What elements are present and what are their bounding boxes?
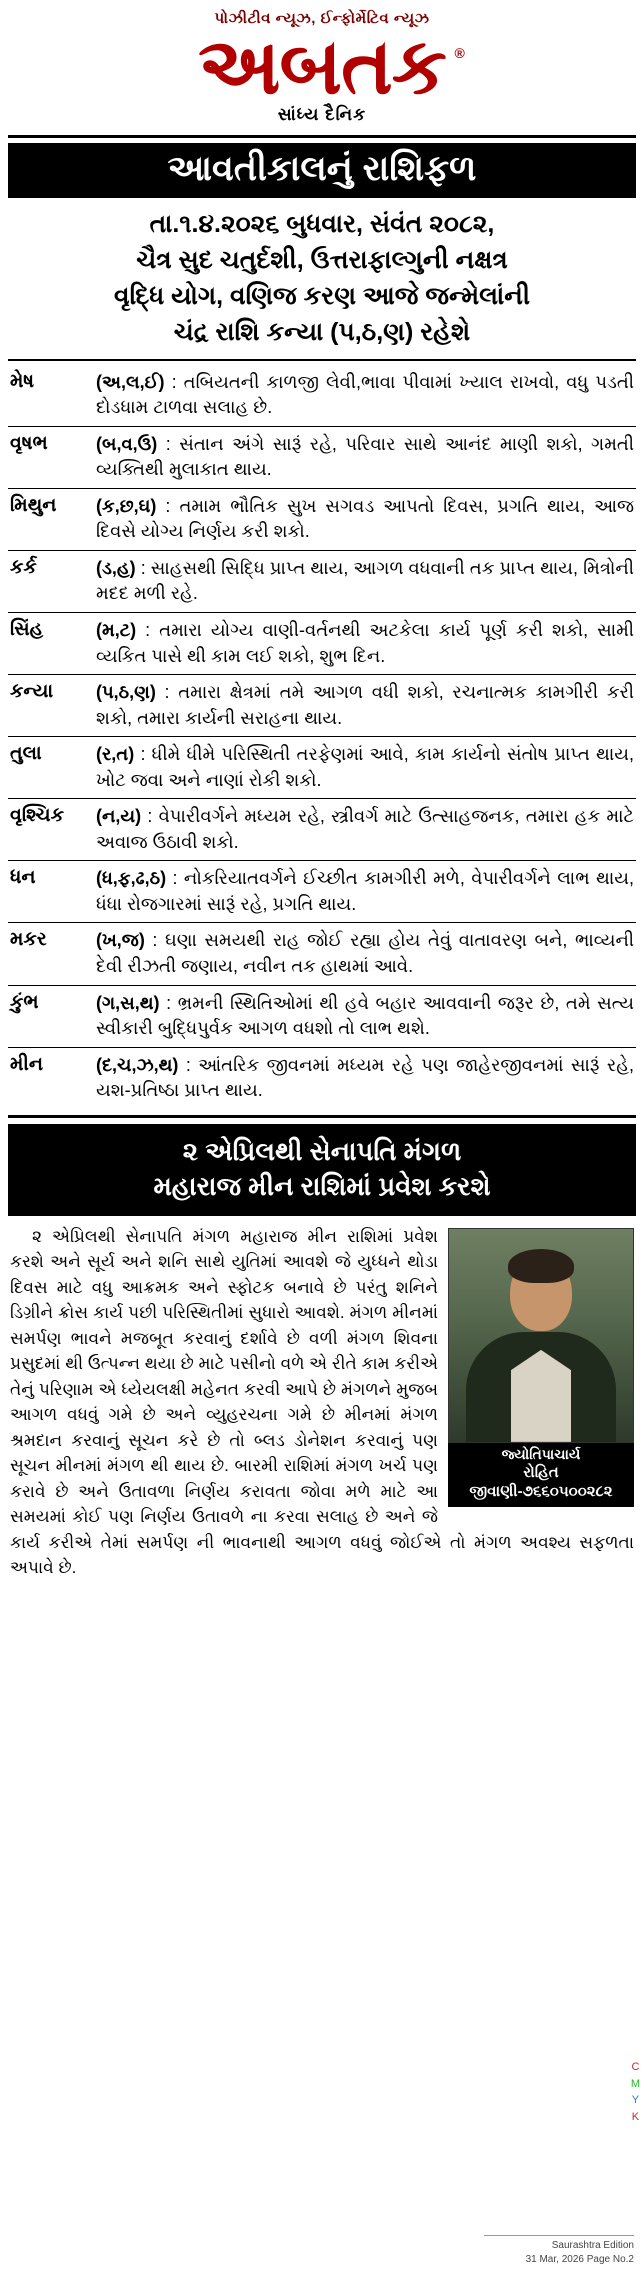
- rashi-prediction: તમારા યોગ્ય વાણી-વર્તનથી અટકેલા કાર્ય પૂર્ણ કરી શકો, સામી વ્યકિત પાસે થી કામ લઈ શકો, શુભ દિન.: [96, 619, 634, 666]
- registered-mark: ®: [454, 45, 464, 61]
- table-row: [8, 675, 636, 737]
- rashi-name: મેષ: [10, 370, 35, 392]
- table-row: [8, 737, 636, 799]
- rashi-name: વૃશ્ચિક: [10, 805, 64, 827]
- rashi-name: સિંહ: [10, 618, 44, 640]
- table-row: [8, 365, 636, 427]
- color-registration-marks: [631, 2059, 640, 2125]
- date-block: [8, 198, 636, 359]
- rashi-text: (ગ,સ,થ) : ભ્રમની સ્થિતિઓમાં થી હવે બહાર આવવાની જરૂર છે, તમે સત્ય સ્વીકારી બુદ્ધિપુર્વક આગળ વધશો તો લાભ થશે.: [96, 992, 634, 1039]
- rashi-prediction: સંતાન અંગે સારૂં રહે, પરિવાર સાથે આનંદ માણી શકો, ગમતી વ્યક્તિથી મુલાકાત થાય.: [96, 433, 634, 480]
- table-row: [8, 613, 636, 675]
- edition-label: Saurashtra Edition: [551, 2240, 634, 2251]
- rashi-text: (ન,ય) : વેપારીવર્ગને મધ્યમ રહે, સ્ત્રીવર્ગ માટે ઉત્સાહજનક, તમારા હક માટે અવાજ ઉઠાવી શકો.: [96, 806, 634, 852]
- table-row: [8, 427, 636, 489]
- rashi-prediction: નોકરિયાતવર્ગને ઈચ્છીત કામગીરી મળે, વેપારીવર્ગને લાભ થાય, ધંધા રોજગારમાં સારૂં રહે, પ્રગતિ થાય.: [96, 868, 634, 914]
- masthead-logo-text: અબતક: [198, 22, 446, 110]
- page-footer: [484, 2235, 634, 2267]
- rashi-prediction: સાહસથી સિદ્ધિ પ્રાપ્ત થાય, આગળ વધવાની તક પ્રાપ્ત થાય, મિત્રોની મદદ મળી રહે.: [96, 557, 634, 604]
- mark-c: C: [631, 2061, 640, 2073]
- mark-m: M: [630, 2077, 640, 2090]
- rashi-letters: (પ,ઠ,ણ): [96, 682, 156, 703]
- rashi-letters: (અ,લ,ઈ): [96, 371, 165, 392]
- rashi-letters: (ધ,ફ,ઢ,ઠ): [96, 868, 167, 889]
- photo-hair-shape: [508, 1249, 574, 1283]
- mark-k: K: [631, 2110, 640, 2123]
- footer-divider: [484, 2235, 634, 2236]
- article-paragraph: ૨ એપ્રિલથી સેનાપતિ મંગળ મહારાજ મીન રાશિમાં પ્રવેશ કરશે અને સૂર્ય અને શનિ સાથે યુતિમાં આવશે જે યુધ્ધને થોડા દિવસ માટે વધુ આક્રમક અને સ્ફોટક બનાવે છે પરંતુ શનિને ડિગ્રીને ક્રોસ કાર્ય પછી પરિસ્થિતીમાં સુધારો આવશે. મંગળ મીનમાં સમર્પણ ભાવને મજબૂત કરવાનું દર્શાવે છે વળી મંગળ શિવના પ્રસુદમાં થી ઉત્પન્ન થયા છે માટે પસીનો વળે એ રીતે કામ કરીએ તેનું પરિણામ એ ધ્યેયલક્ષી મહેનત કરવી આપે છે મંગળને મુજબ આગળ વધવું ગમે છે અને વ્યુહરચના ગમે છે મીનમાં મંગળ શ્રમદાન કરવાનું સૂચન કરે છે તો બ્લડ ડોનેશન કરવાનું પણ સૂચન મીનમાં મંગળ થી થાય છે. બારમી રાશિમાં મંગળ ખર્ચ પણ કરાવે છે અને ઉતાવળા નિર્ણય કરાવતા જોવા મળે માટે આ સમયમાં કોઈ પણ નિર્ણય ઉતાવળે ના કરવા સલાહ છે અને જે કાર્ય કરીએ તેમાં સમર્પણ ની ભાવનાથી આગળ વધવું જોઈએ તો મંગળ અવશ્ય સફળતા અપાવે છે.: [10, 1226, 634, 1578]
- rashi-name: ધન: [10, 867, 36, 889]
- rashi-prediction: તમામ ભૌતિક સુખ સગવડ આપતો દિવસ, પ્રગતિ થાય, આજ દિવસે યોગ્ય નિર્ણય કરી શકો.: [96, 495, 634, 542]
- rashi-letters: (દ,ચ,ઝ,થ): [96, 1054, 179, 1075]
- rashi-name: મકર: [10, 929, 47, 951]
- rashi-name: વૃષભ: [10, 432, 48, 454]
- article-headline: [8, 1124, 636, 1216]
- rashi-prediction: ધીમે ધીમે પરિસ્થિતી તરફેણમાં આવે, કામ કાર્યનો સંતોષ પ્રાપ્ત થાય, ખોટ જવા અને નાણાં રોકી શકો.: [96, 744, 634, 790]
- masthead-subtitle: સાંધ્ય દૈનિક: [277, 105, 367, 125]
- rashi-text: (ક,છ,ઘ) : તમામ ભૌતિક સુખ સગવડ આપતો દિવસ, પ્રગતિ થાય, આજ દિવસે યોગ્ય નિર્ણય કરી શકો.: [96, 495, 634, 542]
- rashi-text: (બ,વ,ઉ) : સંતાન અંગે સારૂં રહે, પરિવાર સાથે આનંદ માણી શકો, ગમતી વ્યક્તિથી મુલાકાત થાય.: [96, 433, 634, 480]
- rashi-letters: (ર,ત): [96, 744, 135, 765]
- rashi-letters: (બ,વ,ઉ): [96, 433, 158, 454]
- rashi-text: (ધ,ફ,ઢ,ઠ) : નોકરિયાતવર્ગને ઈચ્છીત કામગીરી મળે, વેપારીવર્ગને લાભ થાય, ધંધા રોજગારમાં સારૂં રહે, પ્રગતિ થાય.: [96, 868, 634, 914]
- rashi-prediction: તમારા ક્ષેત્રમાં તમે આગળ વધી શકો, રચનાત્મક કામગીરી કરી શકો, તમારા કાર્યની સરાહના થાય.: [96, 682, 634, 728]
- date-line-2: ચૈત્ર સુદ ચતુર્દશી, ઉત્તરાફાલ્ગુની નક્ષત્ર: [136, 245, 508, 274]
- date-line-4: ચંદ્ર રાશિ કન્યા (પ,ઠ,ણ) રહેશે: [173, 318, 471, 347]
- photo-caption: [448, 1443, 634, 1507]
- rashi-letters: (ન,ય): [96, 806, 142, 827]
- rashi-text: (ડ,હ) : સાહસથી સિદ્ધિ પ્રાપ્ત થાય, આગળ વધવાની તક પ્રાપ્ત થાય, મિત્રોની મદદ મળી રહે.: [96, 557, 634, 604]
- astrologer-figure: [448, 1228, 634, 1507]
- rashi-prediction: ઘણા સમયથી રાહ જોઈ રહ્યા હોય તેવું વાતાવરણ બને, ભાવ્યની દેવી રીઝતી જણાય, નવીન તક હાથમાં આવે.: [96, 930, 634, 976]
- rashi-text: (મ,ટ) : તમારા યોગ્ય વાણી-વર્તનથી અટકેલા કાર્ય પૂર્ણ કરી શકો, સામી વ્યકિત પાસે થી કામ લઈ શકો, શુભ દિન.: [96, 619, 634, 666]
- date-line-3: વૃદ્ધિ યોગ, વણિજ કરણ આજે જન્મેલાંની: [114, 282, 530, 311]
- rashi-prediction: ભ્રમની સ્થિતિઓમાં થી હવે બહાર આવવાની જરૂર છે, તમે સત્ય સ્વીકારી બુદ્ધિપુર્વક આગળ વધશો તો લાભ થશે.: [96, 992, 634, 1039]
- rashi-prediction: વેપારીવર્ગને મધ્યમ રહે, સ્ત્રીવર્ગ માટે ઉત્સાહજનક, તમારા હક માટે અવાજ ઉઠાવી શકો.: [96, 806, 634, 852]
- rashi-text: (ર,ત) : ધીમે ધીમે પરિસ્થિતી તરફેણમાં આવે, કામ કાર્યનો સંતોષ પ્રાપ્ત થાય, ખોટ જવા અને નાણાં રોકી શકો.: [96, 744, 634, 790]
- rashi-name: કર્ક: [10, 556, 37, 578]
- masthead: [0, 0, 644, 129]
- table-row: [8, 551, 636, 613]
- rashi-text: (પ,ઠ,ણ) : તમારા ક્ષેત્રમાં તમે આગળ વધી શકો, રચનાત્મક કામગીરી કરી શકો, તમારા કાર્યની સરાહના થાય.: [96, 682, 634, 728]
- table-row: [8, 986, 636, 1048]
- rashi-prediction: તબિયતની કાળજી લેવી,ભાવા પીવામાં ખ્યાલ રાખવો, વધુ પડતી દોડધામ ટાળવા સલાહ છે.: [96, 371, 634, 418]
- date-line-1: તા.૧.૪.૨૦૨૬ બુધવાર, સંવંત ૨૦૮૨,: [149, 209, 495, 238]
- rashi-name: કન્યા: [10, 681, 54, 703]
- mark-y: Y: [631, 2094, 640, 2106]
- date-page-label: 31 Mar, 2026 Page No.2: [525, 2254, 634, 2265]
- article-headline-line-1: ૨ એપ્રિલથી સેનાપતિ મંગળ: [182, 1135, 462, 1166]
- page-title: આવતીકાલનું રાશિફળ: [8, 143, 636, 198]
- rashi-text: (દ,ચ,ઝ,થ) : આંતરિક જીવનમાં મધ્યમ રહે પણ જાહેરજીવનમાં સારૂં રહે, યશ-પ્રતિષ્ઠા પ્રાપ્ત થાય.: [96, 1054, 634, 1101]
- masthead-divider: [8, 135, 636, 138]
- table-row: [8, 923, 636, 985]
- rashi-letters: (ક,છ,ઘ): [96, 495, 157, 516]
- masthead-tagline: પોઝીટીવ ન્યૂઝ, ઈન્ફોર્મેટિવ ન્યૂઝ: [214, 10, 430, 27]
- caption-role: જ્યોતિપાચાર્ય: [501, 1445, 581, 1462]
- article-headline-line-2: મહારાજ મીન રાશિમાં પ્રવેશ કરશે: [153, 1170, 491, 1201]
- table-row: [8, 799, 636, 861]
- section-divider: [8, 1115, 636, 1118]
- rashi-name: મીન: [10, 1053, 44, 1075]
- rashi-text: (અ,લ,ઈ) : તબિયતની કાળજી લેવી,ભાવા પીવામાં ખ્યાલ રાખવો, વધુ પડતી દોડધામ ટાળવા સલાહ છે.: [96, 371, 634, 418]
- table-row: [8, 489, 636, 551]
- rashi-letters: (મ,ટ): [96, 619, 137, 640]
- caption-name: રોહિત જીવાણી-૭૬૬૦૫૦૦૨૮૨: [469, 1463, 613, 1501]
- masthead-logo: [198, 22, 464, 110]
- table-row: [8, 861, 636, 923]
- astrologer-photo: [448, 1228, 634, 1443]
- rashi-name: કુંભ: [10, 991, 39, 1013]
- rashi-letters: (ખ,જ): [96, 930, 145, 951]
- rashi-prediction: આંતરિક જીવનમાં મધ્યમ રહે પણ જાહેરજીવનમાં સારૂં રહે, યશ-પ્રતિષ્ઠા પ્રાપ્ત થાય.: [96, 1054, 634, 1101]
- rashi-text: (ખ,જ) : ઘણા સમયથી રાહ જોઈ રહ્યા હોય તેવું વાતાવરણ બને, ભાવ્યની દેવી રીઝતી જણાય, નવીન તક હાથમાં આવે.: [96, 930, 634, 976]
- rashi-letters: (ડ,હ): [96, 557, 136, 578]
- article-body: [10, 1224, 634, 1585]
- horoscope-list: [8, 361, 636, 1109]
- rashi-name: મિથુન: [10, 494, 57, 516]
- rashi-letters: (ગ,સ,થ): [96, 992, 160, 1013]
- rashi-name: તુલા: [10, 743, 42, 765]
- table-row: [8, 1048, 636, 1109]
